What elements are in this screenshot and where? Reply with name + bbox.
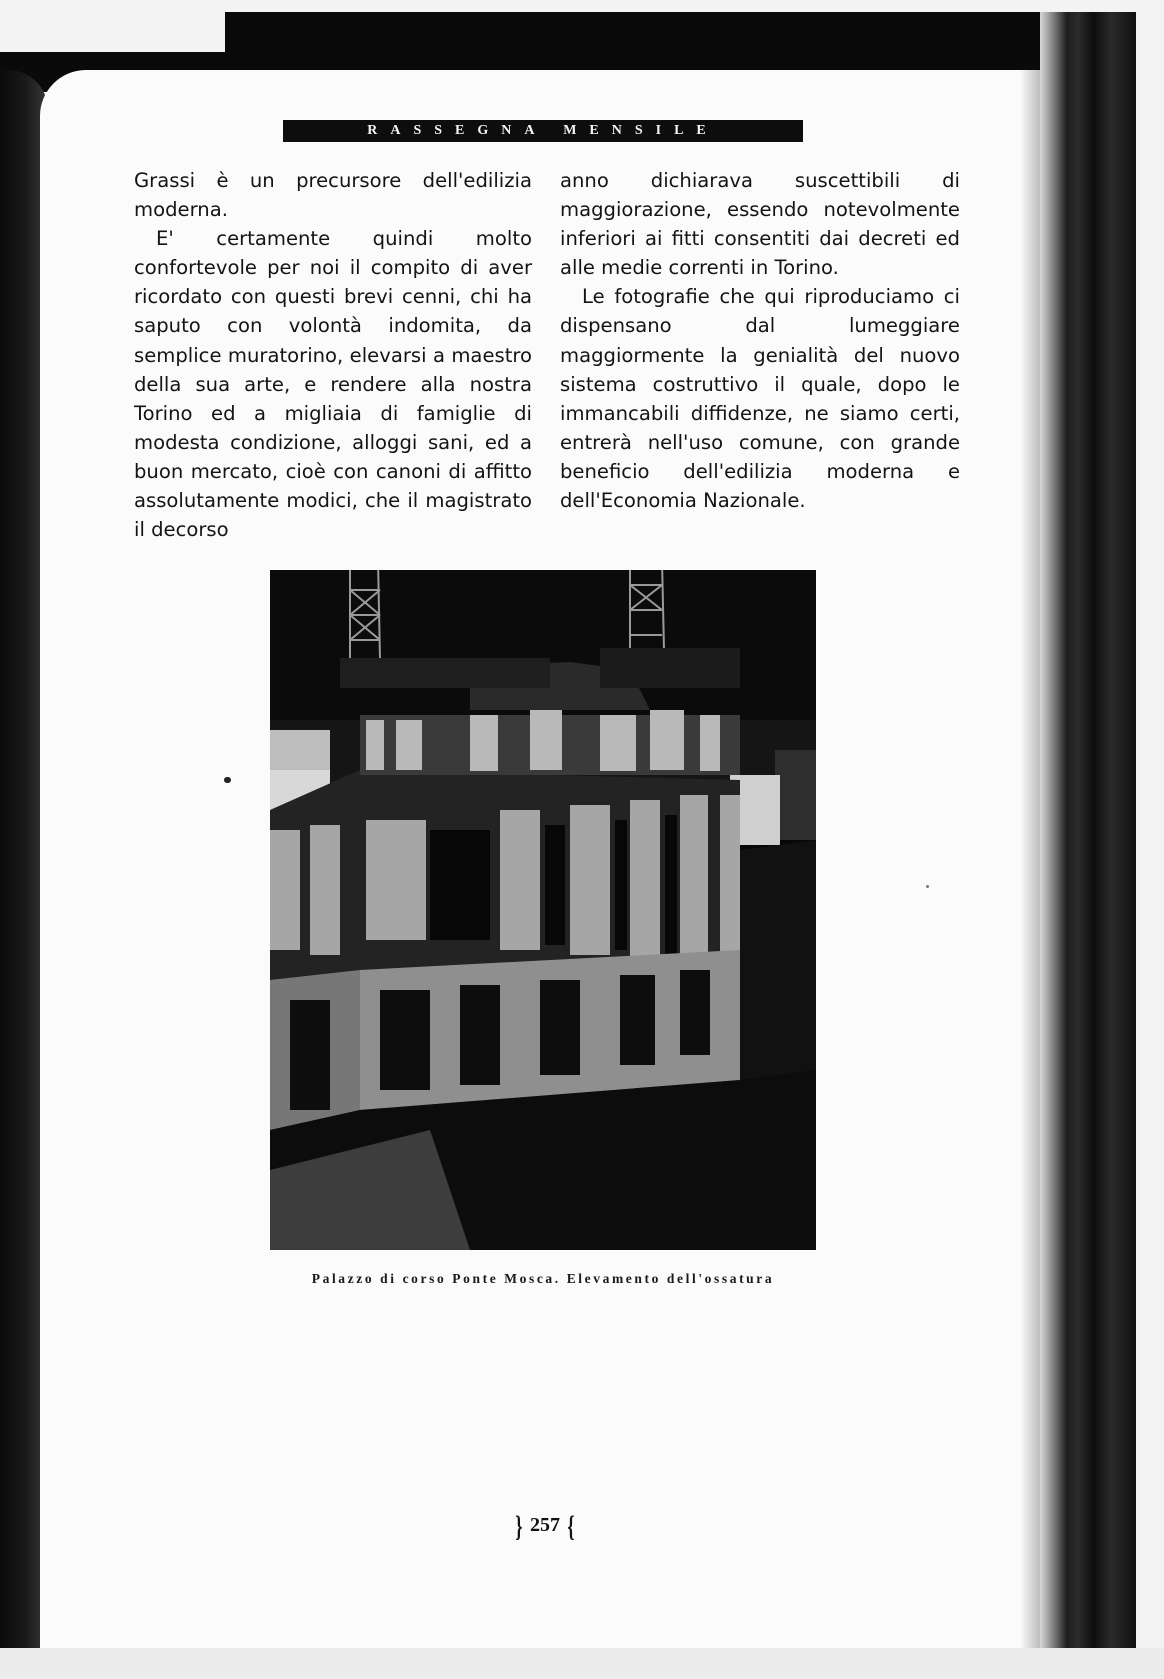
page-number-value: 257 — [530, 1514, 560, 1536]
scan-artifact-dot — [224, 777, 231, 783]
paragraph: E' certamente quindi molto confortevole per noi il compito di aver ricordato con questi brevi cenni, chi ha saputo con volontà indomita, da semplice muratorino, elevarsi a maestro della sua arte, e rendere alla nostra Torino ed a migliaia di famiglie di modesta condizione, alloggi sani, ed a buon mercato, cioè con canoni di affitto assolutamente modici, che il magistrato il decorso — [134, 227, 532, 542]
scan-border-bottom — [0, 1648, 1164, 1679]
scan-artifact-speck — [926, 885, 929, 888]
paragraph: anno dichiarava suscettibili di maggiorazione, essendo notevolmente inferiori ai fitti consentiti dai decreti ed alle medie correnti in Torino. — [560, 169, 960, 280]
page-number-brace-right: { — [567, 1510, 575, 1543]
text-column-right — [560, 166, 960, 515]
page-number — [480, 1510, 610, 1544]
scan-border-top — [225, 12, 1130, 70]
text-column-left — [134, 166, 532, 544]
figure-caption: Palazzo di corso Ponte Mosca. Elevamento dell'ossatura — [311, 1271, 775, 1286]
building-photo-drawing — [270, 570, 816, 1250]
paragraph: Le fotografie che qui riproduciamo ci dispensano dal lumeggiare maggiormente la genialità del nuovo sistema costruttivo il quale, dopo le immancabili diffidenze, ne siamo certi, entrerà nell'uso comune, con grande beneficio dell'edilizia moderna e dell'Economia Nazionale. — [560, 285, 960, 513]
running-header — [283, 120, 803, 142]
paragraph: Grassi è un precursore dell'edilizia moderna. — [134, 169, 532, 222]
book-spine — [1040, 12, 1136, 1652]
running-header-title: RASSEGNA MENSILE — [367, 123, 719, 138]
page-number-brace-left: } — [515, 1510, 523, 1543]
building-photograph — [270, 570, 816, 1250]
